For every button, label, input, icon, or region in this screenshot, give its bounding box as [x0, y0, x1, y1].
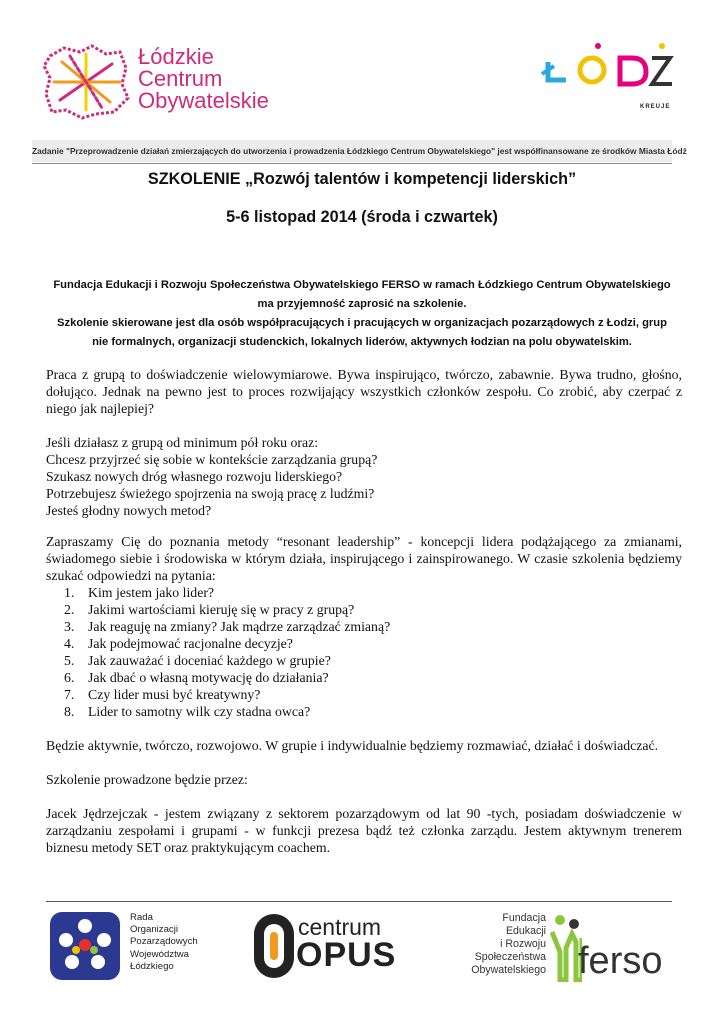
rada-name — [130, 912, 198, 973]
list-number: 5. — [64, 653, 75, 668]
intro-line: Fundacja Edukacji i Rozwoju Społeczeństwa Obywatelskiego FERSO w ramach Łódzkiego Centrum Obywatelskiego — [53, 279, 671, 291]
rada-line: Pozarządowych — [130, 936, 198, 948]
questions-intro-line: Jesteś głodny nowych metod? — [46, 503, 212, 518]
list-item — [64, 686, 390, 703]
questions-intro-line: Chcesz przyjrzeć się sobie w kontekście zarządzania grupą? — [46, 452, 378, 467]
intro-line: ma przyjemność zaprosić na szkolenie. — [257, 298, 467, 310]
list-text: Jak podejmować racjonalne decyzje? — [88, 636, 293, 651]
list-text: Jakimi wartościami kieruję się w pracy z grupą? — [88, 602, 355, 617]
list-text: Jak dbać o własną motywację do działania? — [88, 670, 329, 685]
questions-intro-line: Jeśli działasz z grupą od minimum pół roku oraz: — [46, 435, 319, 450]
list-text: Jak reaguję na zmiany? Jak mądrze zarządzać zmianą? — [88, 619, 391, 634]
list-item — [64, 584, 390, 601]
rada-line: Organizacji — [130, 924, 178, 936]
lodz-letters-icon — [540, 40, 680, 102]
lco-name — [138, 46, 269, 112]
rada-line: Rada — [130, 912, 153, 923]
list-item — [64, 601, 390, 618]
lco-line3: Obywatelskie — [138, 88, 269, 113]
rada-emblem-icon — [50, 912, 120, 980]
header-divider — [32, 163, 672, 164]
lodz-kreuje-label: KREUJE — [640, 104, 671, 110]
trainer-intro: Szkolenie prowadzone będzie przez: — [46, 772, 248, 787]
intro-line: Szkolenie skierowane jest dla osób współpracujących i pracujących w organizacjach pozarządowych z Łodzi, grup — [57, 317, 667, 329]
opus-line1: centrum — [298, 914, 382, 940]
opus-emblem-icon — [252, 914, 296, 978]
ferso-name — [446, 912, 546, 977]
list-item — [64, 618, 390, 635]
ferso-line: Obywatelskiego — [471, 964, 546, 976]
list-text: Lider to samotny wilk czy stadna owca? — [88, 704, 311, 719]
opus-line2: OPUS — [296, 936, 397, 974]
list-number: 8. — [64, 704, 75, 719]
list-number: 3. — [64, 619, 75, 634]
event-date: 5-6 listopad 2014 (środa i czwartek) — [226, 208, 498, 226]
ferso-logo — [446, 910, 678, 984]
rada-line: Województwa — [130, 948, 190, 960]
paragraph-group-work: Praca z grupą to doświadczenie wielowymiarowe. Bywa inspirująco, twórczo, zabawnie. Bywa trudno, głośno, dołująco. Jednak na pewno jest to proces rozwijający wszystkich członków zespołu. Co zrobić, aby czerpać z niego jak najlepiej? — [46, 367, 682, 416]
list-number: 6. — [64, 670, 75, 685]
lco-line2: Centrum — [138, 66, 223, 91]
questions-intro-line: Szukasz nowych dróg własnego rozwoju liderskiego? — [46, 469, 343, 484]
lco-logo — [42, 42, 302, 122]
funding-note: Zadanie "Przeprowadzenie działań zmierzających do utworzenia i prowadzenia Łódzkiego Centrum Obywatelskiego" jest współfinansowane ze środków Miasta Łódź — [32, 146, 687, 156]
list-text: Jak zauważać i doceniać każdego w grupie? — [88, 653, 331, 668]
list-number: 4. — [64, 636, 75, 651]
ferso-line: Fundacja — [502, 912, 546, 924]
page-title: SZKOLENIE „Rozwój talentów i kompetencji liderskich” — [147, 170, 577, 188]
list-item — [64, 635, 390, 652]
list-number: 2. — [64, 602, 75, 617]
trainer-bio: Jacek Jędrzejczak - jestem związany z sektorem pozarządowym od lat 90 -tych, posiadam doświadczenie w zarządzaniu zespołami i grupami - w funkcji prezesa bądź też członka zarządu. Jestem aktywnym trenerem biznesu metody SET oraz praktykującym coachem. — [46, 806, 682, 855]
footer-divider — [46, 901, 672, 902]
list-item — [64, 703, 390, 720]
list-number: 7. — [64, 687, 75, 702]
ferso-line: Społeczeństwa — [474, 951, 546, 963]
rada-line: Łódzkiego — [130, 960, 174, 972]
ferso-line: i Rozwoju — [500, 938, 546, 950]
lco-map-icon — [42, 42, 132, 120]
rada-logo — [50, 912, 220, 982]
funding-note-bar — [32, 140, 687, 162]
list-item — [64, 669, 390, 686]
ferso-line: Edukacji — [505, 925, 546, 937]
list-number: 1. — [64, 585, 75, 600]
centrum-opus-logo — [252, 914, 412, 978]
intro-line: nie formalnych, organizacji studenckich, lokalnych liderów, aktywnych łodzian na polu obywatelskim. — [92, 336, 632, 348]
list-text: Czy lider musi być kreatywny? — [88, 687, 261, 702]
list-item — [64, 652, 390, 669]
paragraph-method: Zapraszamy Cię do poznania metody “resonant leadership” - koncepcji lidera podążającego za zmianami, świadomego siebie i środowiska w którym działa, inspirującego i zainspirowanego. W czasie szkolenia będziemy szukać odpowiedzi na pytania: — [46, 534, 682, 583]
questions-intro — [46, 434, 682, 519]
lodz-kreuje-logo — [540, 40, 680, 120]
lco-line1: Łódzkie — [138, 44, 214, 69]
paragraph-active: Będzie aktywnie, twórczo, rozwojowo. W grupie i indywidualnie będziemy rozmawiać, działać i doświadczać. — [46, 738, 659, 753]
questions-list — [64, 584, 390, 720]
intro-block — [32, 276, 692, 352]
ferso-wordmark: ferso — [578, 940, 663, 982]
list-text: Kim jestem jako lider? — [88, 585, 215, 600]
questions-intro-line: Potrzebujesz świeżego spojrzenia na swoją pracę z ludźmi? — [46, 486, 375, 501]
